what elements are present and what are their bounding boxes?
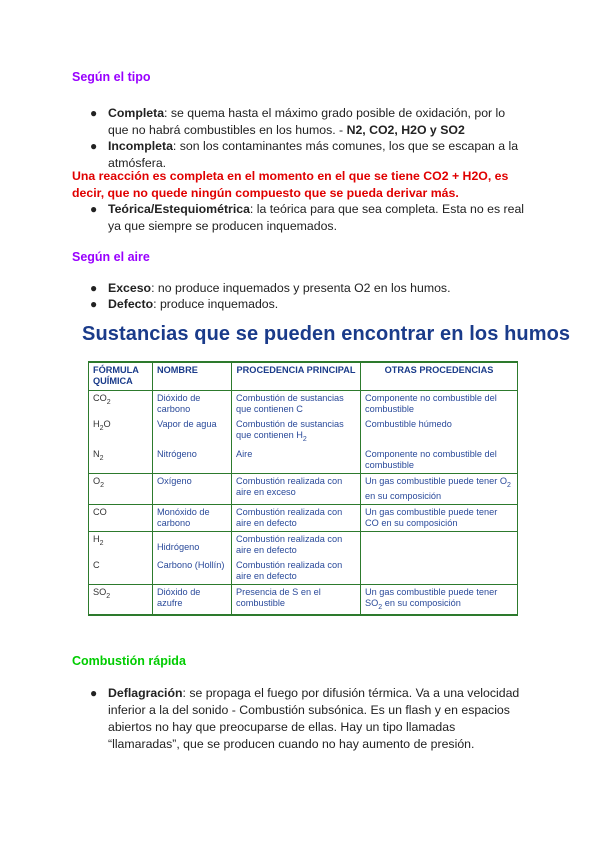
table-row [89, 531, 518, 558]
subscript: 2 [106, 592, 111, 600]
otras: Un gas combustible puede tener O [365, 475, 507, 486]
formula: CO [89, 504, 153, 531]
formula: C [89, 558, 153, 585]
procedencia: Aire [232, 447, 361, 474]
subscript: 2 [99, 454, 104, 462]
desc-completa: : se quema hasta el máximo grado posible de oxidación, por lo que no habrá combustibles en los humos. - [108, 106, 506, 137]
formula: O [93, 475, 101, 486]
col-formula: FÓRMULA QUÍMICA [89, 362, 153, 391]
nombre: Monóxido de carbono [153, 504, 232, 531]
term-teorica: Teórica/Estequiométrica [108, 202, 250, 216]
otras: Componente no combustible del combustible [361, 391, 518, 418]
term-deflagracion: Deflagración [108, 686, 183, 700]
table-row [89, 417, 518, 447]
products-completa: N2, CO2, H2O y SO2 [346, 123, 465, 137]
col-otras: OTRAS PROCEDENCIAS [361, 362, 518, 391]
nombre: Dióxido de carbono [153, 391, 232, 418]
otras: Un gas combustible puede tener CO en su composición [361, 504, 518, 531]
procedencia: Presencia de S en el combustible [232, 584, 361, 615]
table-row [89, 473, 518, 504]
subscript: 2 [100, 481, 105, 489]
subscript: 2 [378, 603, 383, 611]
desc-incompleta: : son los contaminantes más comunes, los que se escapan a la atmósfera. [108, 139, 519, 170]
table-image-title: Sustancias que se pueden encontrar en los humos [82, 323, 571, 345]
desc-defecto: : produce inquemados. [153, 297, 279, 311]
procedencia: Combustión realizada con aire en defecto [232, 558, 361, 585]
formula: SO [93, 586, 107, 597]
bullet-icon: ● [90, 106, 98, 120]
nombre: Dióxido de azufre [153, 584, 232, 615]
procedencia: Combustión realizada con aire en defecto [232, 504, 361, 531]
subscript: 2 [99, 539, 104, 547]
term-incompleta: Incompleta [108, 139, 173, 153]
table-row [89, 558, 518, 585]
procedencia: Combustión de sustancias que contienen H [236, 419, 344, 440]
list-item [90, 138, 525, 172]
table-row [89, 504, 518, 531]
desc-teorica: : la teórica para que sea completa. Esta no es real ya que siempre se producen inquemados. [108, 202, 525, 233]
nombre: Carbono (Hollín) [153, 558, 232, 585]
bullet-icon: ● [90, 686, 98, 700]
list-item [90, 685, 525, 753]
subscript: 2 [99, 424, 104, 432]
otras-suffix: en su composición [382, 597, 461, 608]
formula: H [93, 419, 100, 429]
bullet-icon: ● [90, 281, 98, 295]
col-nombre: NOMBRE [153, 362, 232, 391]
procedencia: Combustión de sustancias que contienen C [232, 391, 361, 418]
nombre: Oxígeno [153, 473, 232, 504]
term-exceso: Exceso [108, 281, 152, 295]
table-row [89, 391, 518, 418]
heading-segun-el-tipo: Según el tipo [72, 70, 151, 84]
list-item [90, 296, 525, 313]
formula: H [93, 533, 100, 544]
bullet-icon: ● [90, 202, 98, 216]
heading-segun-el-aire: Según el aire [72, 250, 150, 264]
otras [361, 531, 518, 558]
nombre: Vapor de agua [153, 417, 232, 447]
list-item [90, 280, 525, 297]
procedencia: Combustión realizada con aire en defecto [232, 531, 361, 558]
nombre: Hidrógeno [153, 531, 232, 558]
otras: Un gas combustible puede tener SO [365, 586, 498, 608]
subscript: 2 [106, 398, 111, 406]
otras: Componente no combustible del combustible [361, 447, 518, 474]
desc-exceso: : no produce inquemados y presenta O2 en los humos. [151, 281, 451, 295]
table-row [89, 584, 518, 615]
list-item [90, 105, 525, 139]
formula: CO [93, 393, 107, 403]
term-defecto: Defecto [108, 297, 154, 311]
table-row [89, 447, 518, 474]
otras: Combustible húmedo [361, 417, 518, 447]
formula: N [93, 448, 100, 459]
otras [361, 558, 518, 585]
heading-combustion-rapida: Combustión rápida [72, 654, 186, 668]
desc-deflagracion: : se propaga el fuego por difusión térmica. Va a una velocidad inferior a la del sonido - Combustión subsónica. Es un flash y en espacios abiertos no hay que preocuparse de ellas. Hay un tipo llamadas “llamaradas”, que se producen cuando no hay aumento de presión. [108, 686, 520, 751]
term-completa: Completa [108, 106, 165, 120]
table-header-row [89, 362, 518, 391]
col-procedencia: PROCEDENCIA PRINCIPAL [232, 362, 361, 391]
bullet-icon: ● [90, 297, 98, 311]
red-note: Una reacción es completa en el momento en el que se tiene CO2 + H2O, es decir, que no quede ningún compuesto que se pueda derivar más. [72, 169, 509, 200]
subscript: 2 [302, 435, 307, 443]
formula-suffix: O [103, 419, 111, 429]
otras-suffix: en su composición [365, 490, 442, 501]
nombre: Nitrógeno [153, 447, 232, 474]
bullet-icon: ● [90, 139, 98, 153]
procedencia: Combustión realizada con aire en exceso [232, 473, 361, 504]
subscript: 2 [506, 481, 511, 489]
substances-table [88, 361, 518, 616]
list-item [90, 201, 525, 235]
